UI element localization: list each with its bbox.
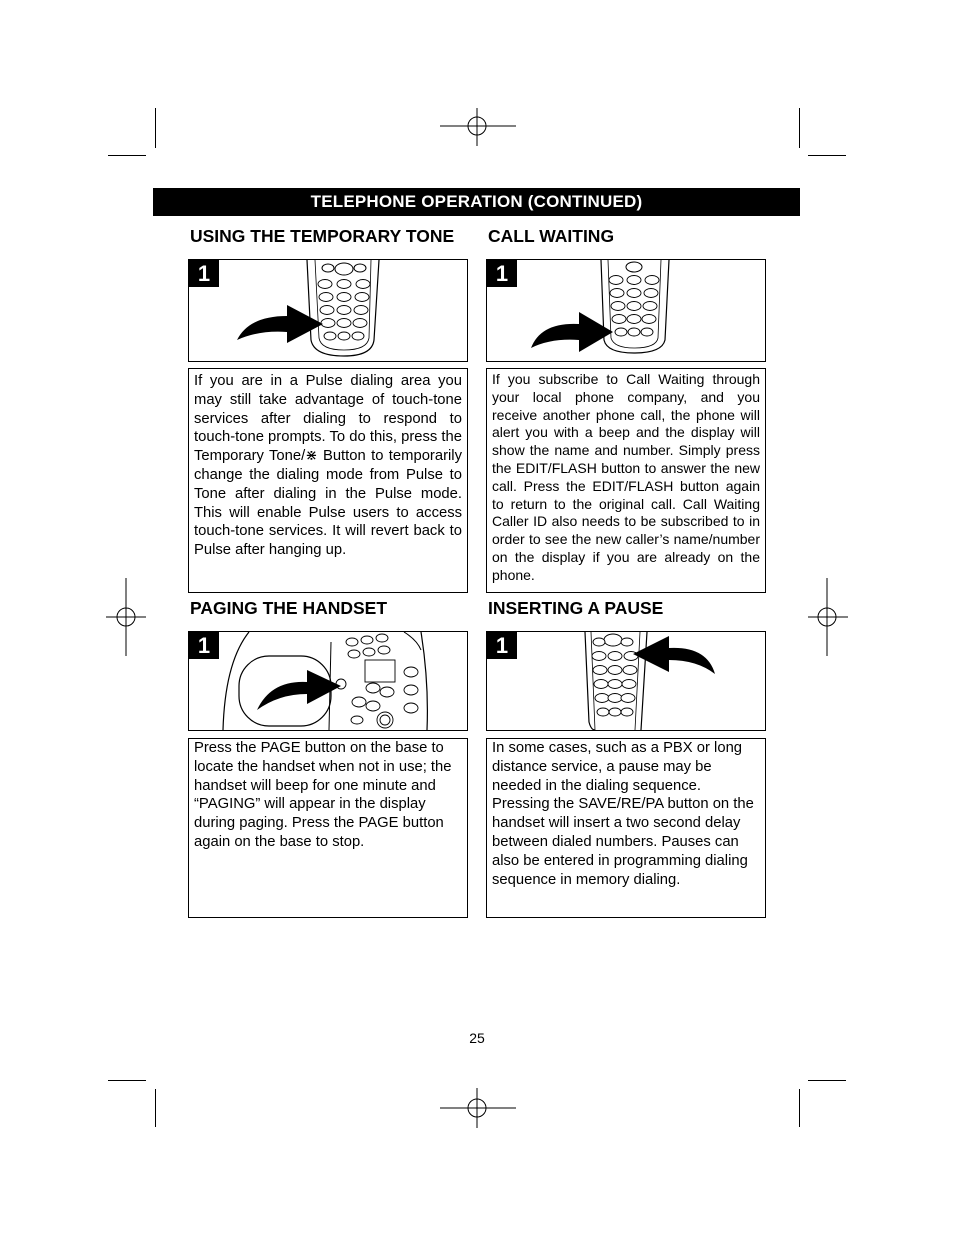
illustration-inserting-pause	[486, 631, 766, 731]
registration-mark-left	[106, 578, 146, 658]
crop-mark-top-right-vertical	[799, 108, 800, 148]
crop-mark-bottom-left-horizontal	[108, 1080, 146, 1081]
paragraph: If you are in a Pulse dialing area you may still take advantage of touch-tone services after dialing to respond to touch-tone prompts. To do this, press the Temporary Tone/⋇ Button to temporarily change the dialing mode from Pulse to Tone after dialing in the Pulse mode. This will enable Pulse users to access touch-tone services. It will revert back to Pulse after hanging up.	[194, 373, 462, 559]
crop-mark-top-left-horizontal	[108, 155, 146, 156]
description-paging-handset	[188, 738, 468, 918]
base-unit-icon	[189, 632, 467, 730]
paragraph: If you subscribe to Call Waiting through your local phone company, and you receive another phone call, the phone will alert you with a beep and the display will show the name and number. Simply press the EDIT/FLASH button to answer the new call. Press the EDIT/FLASH button again to return to the original call. Call Waiting Caller ID also needs to be subscribed to in order to see the new caller’s name/number on the display if you are already on the phone.	[492, 371, 760, 583]
registration-mark-bottom	[440, 1088, 516, 1128]
description-temporary-tone	[188, 368, 468, 593]
heading-paging-handset: PAGING THE HANDSET	[190, 598, 388, 618]
step-number-badge: 1	[487, 260, 517, 287]
description-inserting-pause	[486, 738, 766, 918]
section-header-bar	[153, 188, 800, 216]
handset-keypad-icon	[189, 260, 467, 361]
step-number-badge: 1	[189, 632, 219, 659]
heading-inserting-pause: INSERTING A PAUSE	[488, 598, 664, 618]
description-call-waiting	[486, 368, 766, 593]
registration-mark-right	[808, 578, 848, 658]
handset-keypad-icon	[487, 260, 765, 361]
arrow-icon	[531, 312, 613, 352]
illustration-call-waiting	[486, 259, 766, 362]
illustration-paging-handset	[188, 631, 468, 731]
section-title: TELEPHONE OPERATION (CONTINUED)	[310, 192, 643, 211]
handset-keypad-icon	[487, 632, 765, 730]
step-number-badge: 1	[487, 632, 517, 659]
page-number: 25	[469, 1030, 485, 1046]
crop-mark-top-left-vertical	[155, 108, 156, 148]
crop-mark-bottom-left-vertical	[155, 1089, 156, 1127]
crop-mark-bottom-right-horizontal	[808, 1080, 846, 1081]
illustration-temporary-tone	[188, 259, 468, 362]
registration-mark-top	[440, 108, 516, 148]
paragraph: Press the PAGE button on the base to locate the handset when not in use; the handset will beep for one minute and “PAGING” will appear in the display during paging. Press the PAGE button again on the base to stop.	[194, 740, 452, 850]
heading-temporary-tone: USING THE TEMPORARY TONE	[190, 226, 455, 246]
heading-call-waiting: CALL WAITING	[488, 226, 615, 246]
step-number-badge: 1	[189, 260, 219, 287]
crop-mark-top-right-horizontal	[808, 155, 846, 156]
crop-mark-bottom-right-vertical	[799, 1089, 800, 1127]
paragraph: In some cases, such as a PBX or long distance service, a pause may be needed in the dialing sequence. Pressing the SAVE/RE/PA button on the handset will insert a two second delay between dialed numbers. Pauses can also be entered in programming dialing sequence in memory dialing.	[492, 740, 754, 888]
